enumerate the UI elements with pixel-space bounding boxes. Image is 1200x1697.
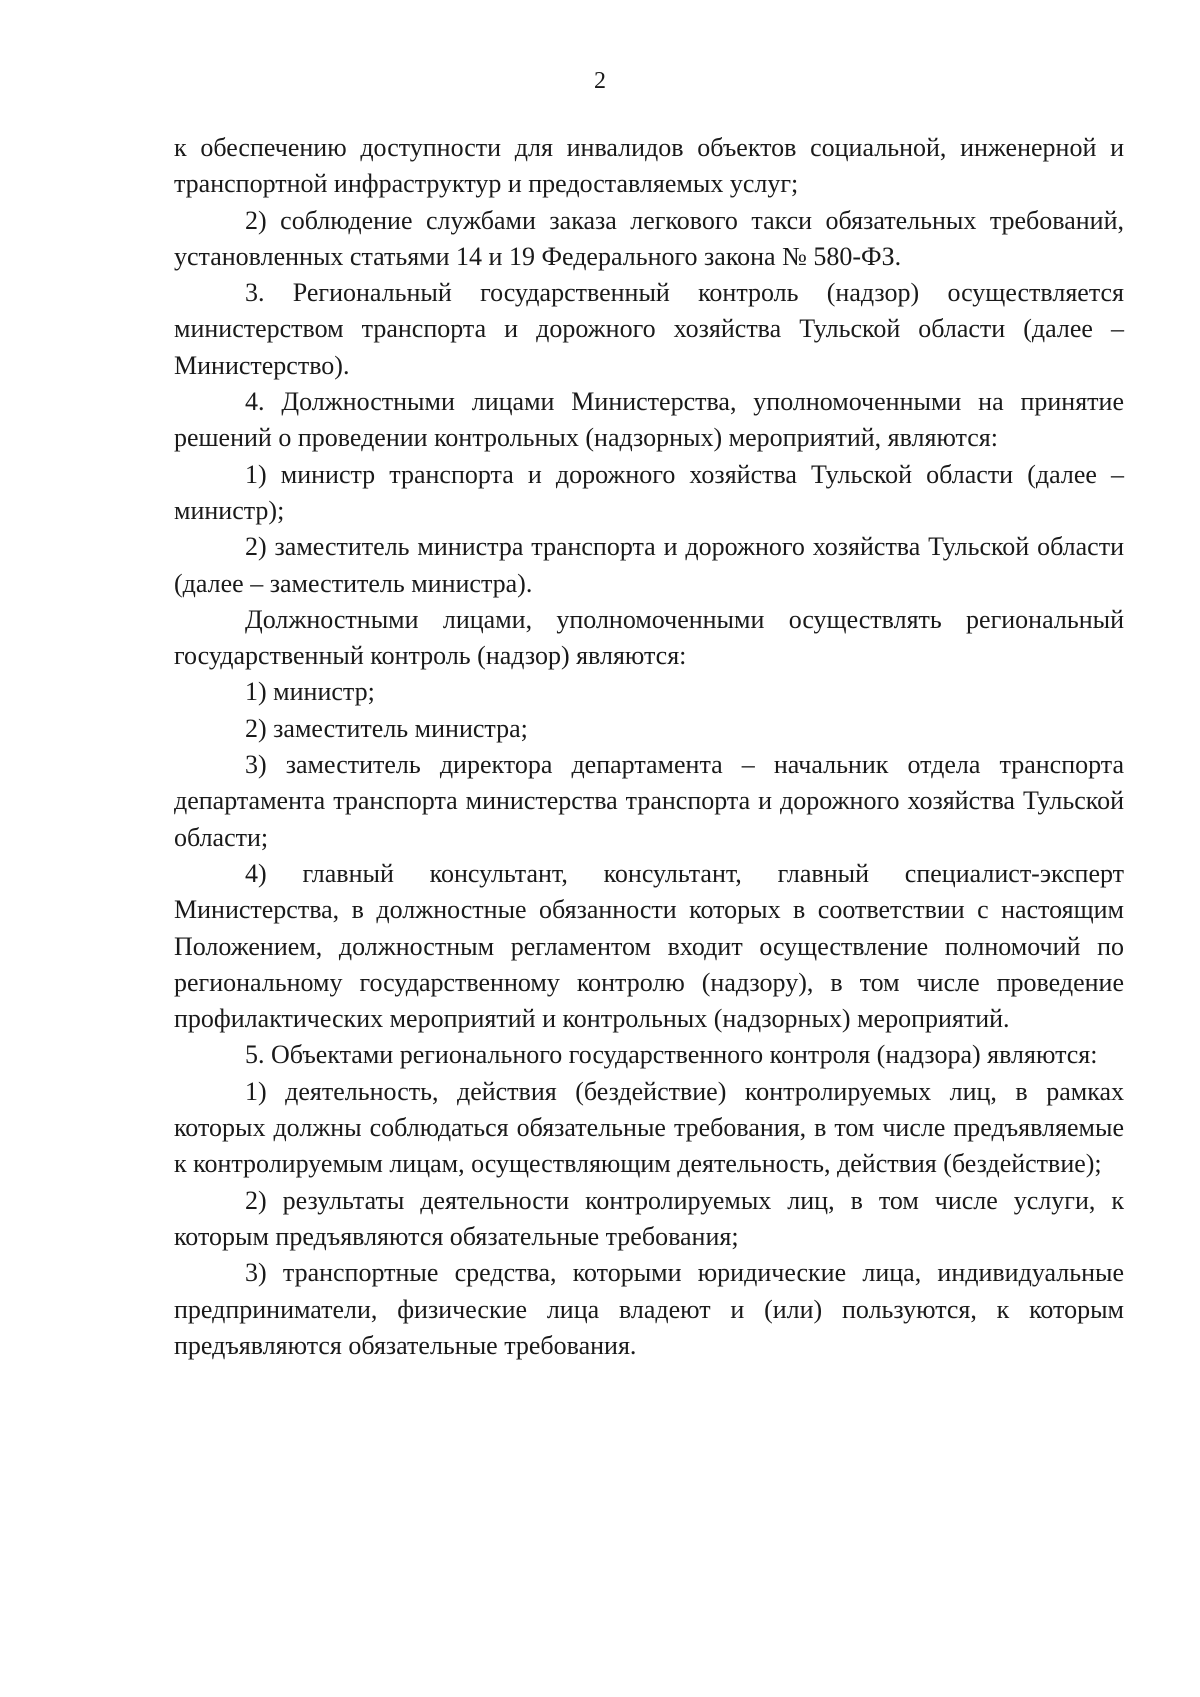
paragraph-section-5: 5. Объектами регионального государственного контроля (надзора) являются: xyxy=(245,1040,1098,1070)
list-item-vehicles: 3) транспортные средства, которыми юридические лица, индивидуальные предприниматели, физические лица владеют и (или) пользуются, к которым предъявляются обязательные требования. xyxy=(174,1258,1124,1360)
list-item-results: 2) результаты деятельности контролируемых лиц, в том числе услуги, к которым предъявляются обязательные требования; xyxy=(174,1185,1124,1251)
list-item-consultants: 4) главный консультант, консультант, главный специалист-эксперт Министерства, в должностные обязанности которых в соответствии с настоящим Положением, должностным регламентом входит осуществление полномочий по региональному государственному контролю (надзору), в том числе проведение профилактических мероприятий и контрольных (надзорных) мероприятий. xyxy=(174,858,1124,1034)
paragraph-section-4: 4. Должностными лицами Министерства, уполномоченными на принятие решений о проведении контрольных (надзорных) мероприятий, являются: xyxy=(174,387,1124,453)
paragraph-item-2-taxi: 2) соблюдение службами заказа легкового такси обязательных требований, установленных статьями 14 и 19 Федерального закона № 580-ФЗ. xyxy=(174,205,1124,271)
list-item-deputy-director: 3) заместитель директора департамента – начальник отдела транспорта департамента транспорта министерства транспорта и дорожного хозяйства Тульской области; xyxy=(174,750,1124,852)
paragraph-minister: 1) министр транспорта и дорожного хозяйства Тульской области (далее – министр); xyxy=(174,459,1124,525)
page-number: 2 xyxy=(594,68,606,94)
list-item-deputy: 2) заместитель министра; xyxy=(245,713,528,743)
paragraph-section-3: 3. Региональный государственный контроль (надзор) осуществляется министерством транспорта и дорожного хозяйства Тульской области (далее – Министерство). xyxy=(174,278,1124,380)
paragraph-deputy-minister: 2) заместитель министра транспорта и дорожного хозяйства Тульской области (далее – заместитель министра). xyxy=(174,532,1124,598)
paragraph-continuation: к обеспечению доступности для инвалидов объектов социальной, инженерной и транспортной инфраструктур и предоставляемых услуг; xyxy=(174,133,1124,199)
document-body xyxy=(174,130,1124,1364)
list-item-activities: 1) деятельность, действия (бездействие) контролируемых лиц, в рамках которых должны соблюдаться обязательные требования, в том числе предъявляемые к контролируемым лицам, осуществляющим деятельность, действия (бездействие); xyxy=(174,1076,1124,1179)
list-item-minister: 1) министр; xyxy=(245,677,375,707)
paragraph-authorized-officials: Должностными лицами, уполномоченными осуществлять региональный государственный контроль (надзор) являются: xyxy=(174,604,1124,671)
